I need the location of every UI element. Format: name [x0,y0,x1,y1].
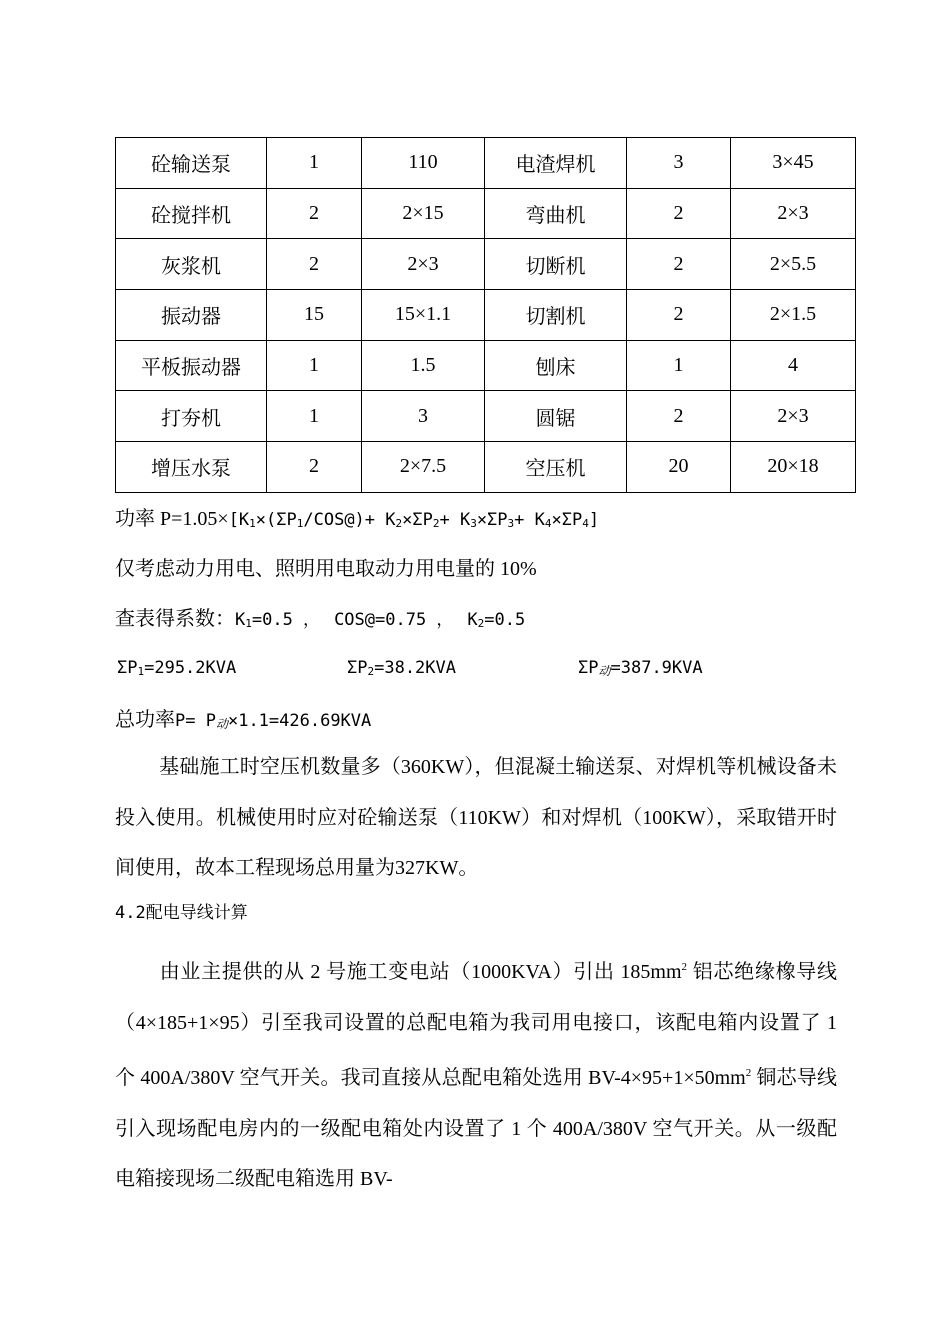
wiring-text: 铜芯导线引入现场配电房内的一级配电箱处内设置了 1 个 400A/380V 空气开关。从一级配电箱接现场二级配电箱选用 BV- [115,1067,838,1190]
table-cell: 3×45 [731,138,856,189]
coeff-part: =0.5 ， [251,610,321,630]
table-cell: 1 [267,138,362,189]
table-cell: 2×7.5 [362,442,485,493]
table-cell: 3 [362,391,485,442]
paragraph-usage-text: 基础施工时空压机数量多（360KW），但混凝土输送泵、对焊机等机械设备未投入使用。机械使用时应对砼输送泵（110KW）和对焊机（100KW），采取错开时间使用，故本工程现场总用量为327KW。 [115,756,837,879]
formula-sub: 3 [507,517,515,530]
table-cell: 2 [267,239,362,290]
coeff-sub: 1 [245,617,252,630]
table-cell: 刨床 [485,340,627,391]
coefficient-line [115,609,525,629]
wiring-sup: 2 [681,961,688,973]
formula-part: /COS@)+ K [303,510,396,530]
sum-part: ΣP [578,658,599,678]
total-part: P= P [175,711,216,731]
total-power-line [115,710,371,730]
sum-1 [117,660,236,677]
table-cell: 砼输送泵 [116,138,267,189]
formula-sub: 2 [395,517,403,530]
formula-part: ×ΣP [551,510,583,530]
wiring-sup: 2 [745,1067,752,1079]
table-cell: 2 [627,391,731,442]
formula-sub: 4 [544,517,552,530]
table-row [116,239,856,290]
table-cell: 20 [627,442,731,493]
table-row [116,188,856,239]
sum-sub: 2 [367,665,375,678]
sum-part: =295.2KVA [144,658,237,678]
table-cell: 打夯机 [116,391,267,442]
coeff-part: COS@=0.75 ， [334,610,454,630]
formula-part: [K [228,510,250,530]
power-formula [115,509,599,529]
coefficient-label: 查表得系数： [115,608,235,630]
sum-part: =387.9KVA [610,658,703,678]
table-cell: 2×5.5 [731,239,856,290]
sum-part: ΣP [117,658,138,678]
formula-part: ×(ΣP [255,510,297,530]
table-cell: 2 [267,188,362,239]
table-cell: 2×3 [362,239,485,290]
sum-2 [347,660,456,677]
formula-sub: 2 [432,517,440,530]
formula-sub: 4 [582,517,589,530]
formula-sub: 1 [249,517,256,530]
sum-part: =38.2KVA [374,658,456,678]
paragraph-wiring [115,942,837,1205]
table-cell: 2×15 [362,188,485,239]
table-cell: 电渣焊机 [485,138,627,189]
sum-3 [578,660,703,677]
table-row [116,442,856,493]
table-cell: 3 [627,138,731,189]
table-row [116,391,856,442]
table-cell: 1 [267,391,362,442]
formula-part: + K [514,510,545,530]
coeff-part: =0.5 [484,610,526,630]
table-row [116,138,856,189]
coeff-part: K [235,610,246,630]
table-cell: 圆锯 [485,391,627,442]
table-cell: 灰浆机 [116,239,267,290]
table-cell: 1.5 [362,340,485,391]
lighting-note: 仅考虑动力用电、照明用电取动力用电量的 10% [115,558,537,580]
table-cell: 弯曲机 [485,188,627,239]
table-cell: 2 [267,442,362,493]
table-cell: 1 [627,340,731,391]
sum-part: ΣP [347,658,368,678]
table-cell: 1 [267,340,362,391]
paragraph-usage [115,742,837,894]
total-sub: 动 [215,717,228,731]
table-cell: 平板振动器 [116,340,267,391]
table-cell: 2 [627,188,731,239]
table-cell: 20×18 [731,442,856,493]
sum-sub: 1 [137,665,145,678]
formula-body [229,510,599,530]
table-cell: 切断机 [485,239,627,290]
table-cell: 2 [627,239,731,290]
formula-part: ×ΣP [402,510,433,530]
equipment-table-body [116,138,856,493]
formula-part: ] [588,510,600,530]
table-cell: 砼搅拌机 [116,188,267,239]
wiring-text: 铝芯绝缘橡导线（4×185+1×95）引至我司设置的总配电箱为我司用电接口，该配电箱内设置了 1 个 400A/380V 空气开关。我司直接从总配电箱处选用 BV-4×95+1×50mm [115,961,837,1089]
equipment-table [115,137,856,493]
table-cell: 增压水泵 [116,442,267,493]
formula-sub: 1 [296,517,304,530]
table-cell: 空压机 [485,442,627,493]
table-cell: 15×1.1 [362,290,485,341]
table-cell: 切割机 [485,290,627,341]
formula-part: + K [439,510,471,530]
coeff-sub: 2 [477,617,485,630]
total-part: ×1.1=426.69KVA [227,711,372,731]
total-label: 总功率 [115,709,175,731]
table-cell: 15 [267,290,362,341]
formula-sub: 3 [470,517,477,530]
section-heading: 4.2配电导线计算 [115,903,248,923]
table-cell: 2×3 [731,188,856,239]
sum-sub: 动 [598,664,611,678]
wiring-text: 由业主提供的从 2 号施工变电站（1000KVA）引出 185mm [159,961,682,983]
coeff-part: K [467,610,478,630]
formula-prefix: 功率 P=1.05× [115,508,229,530]
table-row [116,290,856,341]
table-cell: 2×3 [731,391,856,442]
table-cell: 2 [627,290,731,341]
table-cell: 2×1.5 [731,290,856,341]
table-row [116,340,856,391]
table-cell: 4 [731,340,856,391]
table-cell: 110 [362,138,485,189]
table-cell: 振动器 [116,290,267,341]
formula-part: ×ΣP [476,510,508,530]
